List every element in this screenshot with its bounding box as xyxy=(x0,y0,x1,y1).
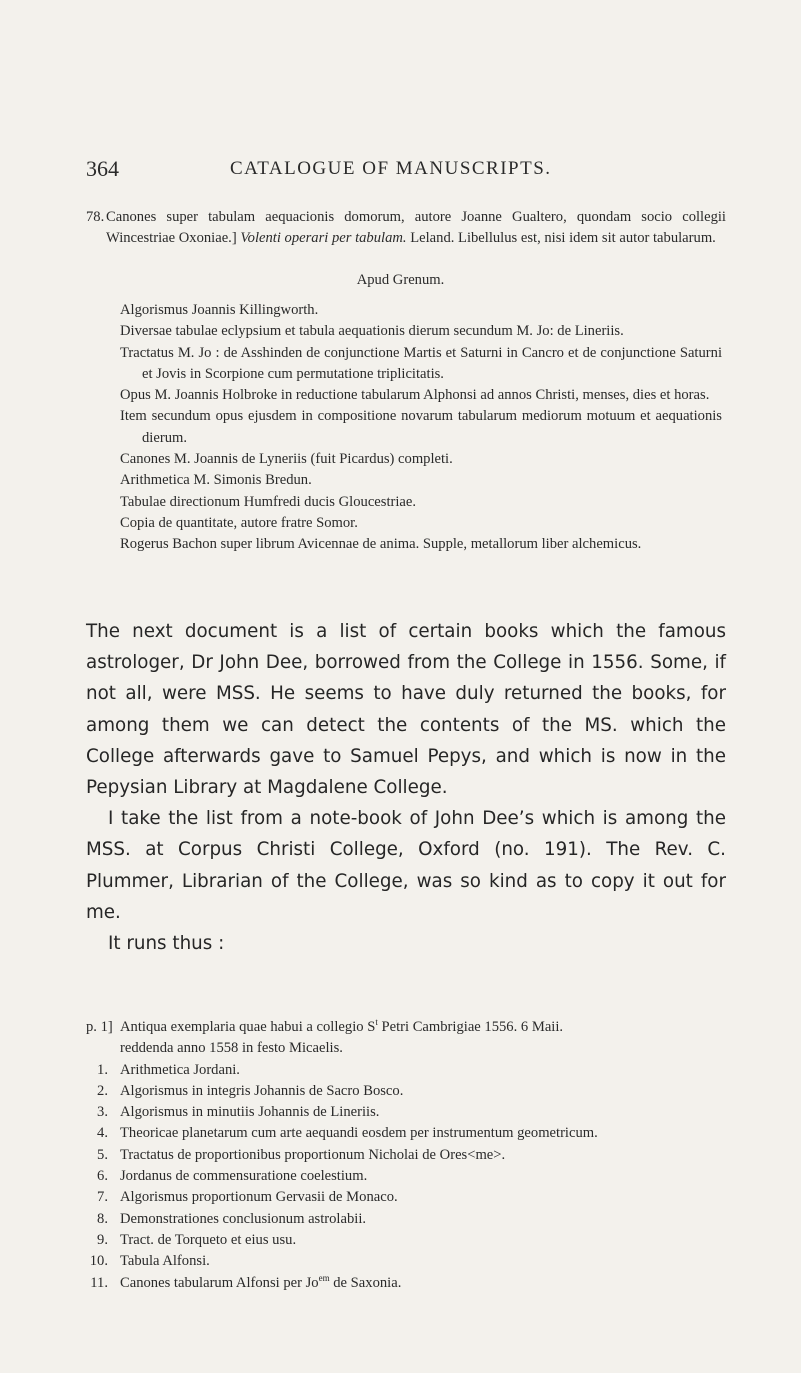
list-item xyxy=(86,1230,726,1251)
item-text-b: de Saxonia. xyxy=(329,1274,402,1291)
item-text: Tract. de Torqueto et eius usu. xyxy=(120,1231,297,1248)
running-head: CATALOGUE OF MANUSCRIPTS. xyxy=(230,158,552,179)
list-item xyxy=(86,1251,726,1272)
entry-text xyxy=(106,207,726,250)
paragraph: The next document is a list of certain books which the famous astrologer, Dr John Dee, borrowed from the College in 1556. Some, if not all, were MSS. He seems to have duly returned the books, for among them we can detect the contents of the MS. which the College afterwards gave to Samuel Pepys, and which is now in the Pepysian Library at Magdalene College. xyxy=(86,621,726,799)
grenum-list xyxy=(120,300,722,556)
intro-text-b: Petri Cambrigiae 1556. 6 Maii. xyxy=(377,1019,564,1035)
item-text: Theoricae planetarum cum arte aequandi eosdem per instrumentum geometricum. xyxy=(120,1125,598,1142)
list-intro-text xyxy=(120,1019,563,1035)
list-item xyxy=(86,1123,726,1144)
list-page-ref: p. 1] xyxy=(86,1019,113,1035)
item-number: 6. xyxy=(97,1168,108,1185)
item-text: Tractatus de proportionibus proportionum Nicholai de Ores<me>. xyxy=(120,1146,506,1163)
list-item xyxy=(86,1145,726,1166)
item-text-a: Canones tabularum Alfonsi per Jo xyxy=(120,1274,319,1291)
dee-list xyxy=(86,1017,726,1294)
page-number: 364 xyxy=(86,156,119,181)
list-item: Rogerus Bachon super librum Avicennae de anima. Supple, metallorum liber alchemicus. xyxy=(120,536,642,553)
entry-text-tail: Leland. Libellulus est, nisi idem sit autor tabularum. xyxy=(410,230,716,247)
item-number: 11. xyxy=(90,1274,108,1291)
page-header xyxy=(0,156,801,186)
item-number: 10. xyxy=(89,1253,108,1270)
item-text: Algorismus in minutiis Johannis de Lineriis. xyxy=(120,1104,380,1121)
item-text xyxy=(120,1272,402,1291)
list-item: Tabulae directionum Humfredi ducis Gloucestriae. xyxy=(120,493,417,510)
list-item xyxy=(86,1209,726,1230)
paragraph: It runs thus : xyxy=(108,933,225,955)
item-number: 4. xyxy=(97,1125,108,1142)
list-item xyxy=(86,1060,726,1081)
entry-text-main: Canones super tabulam aequacionis domorum, autore Joanne Gualtero, quondam socio collegii Wincestriae Oxoniae.] xyxy=(106,209,726,247)
commentary xyxy=(86,616,726,959)
item-number: 2. xyxy=(97,1082,108,1099)
list-item xyxy=(86,1081,726,1102)
item-number: 8. xyxy=(97,1210,108,1227)
list-item: Copia de quantitate, autore fratre Somor. xyxy=(120,514,358,531)
list-item xyxy=(86,1166,726,1187)
list-item: Diversae tabulae eclypsium et tabula aequationis dierum secundum M. Jo: de Lineriis. xyxy=(120,323,624,340)
list-item: Item secundum opus ejusdem in compositione novarum tabularum mediorum motuum et aequationis dierum. xyxy=(120,408,722,446)
section-heading: Apud Grenum. xyxy=(356,272,445,288)
item-number: 7. xyxy=(97,1189,108,1206)
item-text: Jordanus de commensuratione coelestium. xyxy=(120,1168,368,1185)
item-text: Tabula Alfonsi. xyxy=(120,1253,210,1270)
paragraph: I take the list from a note-book of John Dee’s which is among the MSS. at Corpus Christi College, Oxford (no. 191). The Rev. C. Plummer, Librarian of the College, was so kind as to copy it out for me. xyxy=(86,808,726,923)
item-number: 9. xyxy=(97,1231,108,1248)
item-number: 5. xyxy=(97,1146,108,1163)
list-item xyxy=(86,1187,726,1208)
entry-incipit: Volenti operari per tabulam. xyxy=(240,230,407,247)
superscript: t xyxy=(375,1017,378,1028)
list-intro-continuation: reddenda anno 1558 in festo Micaelis. xyxy=(120,1040,343,1057)
list-intro xyxy=(86,1017,726,1038)
item-number: 3. xyxy=(97,1104,108,1121)
entry-78 xyxy=(86,207,726,250)
item-text: Algorismus proportionum Gervasii de Monaco. xyxy=(120,1189,398,1206)
superscript: em xyxy=(318,1272,330,1283)
entry-number: 78. xyxy=(86,209,105,225)
list-item: Tractatus M. Jo : de Asshinden de conjunctione Martis et Saturni in Cancro et de conjunctione Saturni et Jovis in Scorpione cum permutatione triplicitatis. xyxy=(120,344,722,382)
list-item xyxy=(86,1102,726,1123)
list-item: Algorismus Joannis Killingworth. xyxy=(120,302,319,318)
item-number: 1. xyxy=(97,1061,108,1078)
list-item: Arithmetica M. Simonis Bredun. xyxy=(120,472,312,489)
list-item: Canones M. Joannis de Lyneriis (fuit Picardus) completi. xyxy=(120,451,453,468)
item-text: Arithmetica Jordani. xyxy=(120,1061,240,1078)
item-text: Algorismus in integris Johannis de Sacro Bosco. xyxy=(120,1082,404,1099)
item-text: Demonstrationes conclusionum astrolabii. xyxy=(120,1210,367,1227)
list-item: Opus M. Joannis Holbroke in reductione tabularum Alphonsi ad annos Christi, menses, dies et horas. xyxy=(120,387,710,404)
intro-text-a: Antiqua exemplaria quae habui a collegio S xyxy=(120,1019,376,1035)
list-item xyxy=(86,1273,726,1294)
